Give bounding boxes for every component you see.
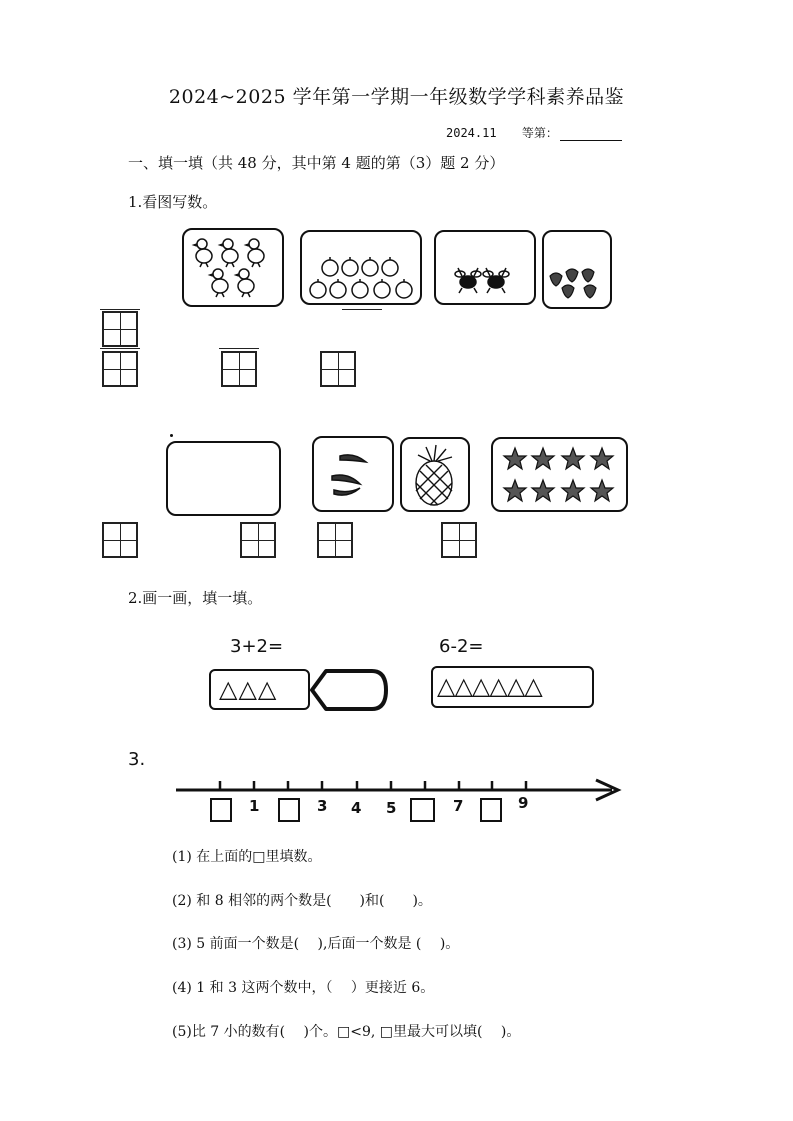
picture-strawberries <box>542 230 612 309</box>
picture-pineapple <box>400 437 470 512</box>
answer-grid[interactable] <box>221 351 257 387</box>
q3-sub1: (1) 在上面的□里填数。 <box>172 849 322 865</box>
number-label: 4 <box>351 799 362 817</box>
expr-add: 3+2= <box>230 636 284 657</box>
grid-top-line <box>219 348 259 349</box>
number-label: 7 <box>453 797 464 815</box>
grid-top-line <box>100 309 140 310</box>
answer-grid[interactable] <box>102 311 138 347</box>
stray-dot <box>170 434 173 437</box>
q1-label: 1.看图写数。 <box>128 193 218 211</box>
q3-sub4: (4) 1 和 3 这两个数中，（ ）更接近 6。 <box>172 980 435 996</box>
picture-apples <box>300 230 422 305</box>
number-box-6[interactable] <box>410 798 435 822</box>
apples-underline <box>342 309 382 310</box>
expr-sub: 6-2= <box>439 636 484 657</box>
meta-line <box>446 124 622 141</box>
number-line <box>172 776 624 804</box>
triangle-box-left <box>209 669 310 710</box>
number-box-8[interactable] <box>480 798 502 822</box>
grade-label: 等第： <box>521 126 558 140</box>
triangles-left: △△△ <box>219 675 278 703</box>
bee-icon <box>436 232 534 303</box>
answer-grid[interactable] <box>320 351 356 387</box>
number-label: 9 <box>518 794 529 812</box>
answer-grid[interactable] <box>102 351 138 387</box>
q3-sub3: (3) 5 前面一个数是( ),后面一个数是 ( )。 <box>172 936 460 952</box>
apple-icon <box>302 232 420 303</box>
answer-grid[interactable] <box>240 522 276 558</box>
picture-empty <box>166 441 281 516</box>
answer-grid[interactable] <box>441 522 477 558</box>
q3-sub2: (2) 和 8 相邻的两个数是( )和( )。 <box>172 893 432 909</box>
number-box-2[interactable] <box>278 798 300 822</box>
exam-date: 2024.11 <box>446 126 497 140</box>
number-box-0[interactable] <box>210 798 232 822</box>
answer-grid[interactable] <box>102 522 138 558</box>
chick-icon <box>184 230 282 305</box>
grade-blank[interactable] <box>560 128 622 141</box>
strawberry-icon <box>544 232 610 307</box>
pineapple-icon <box>402 439 468 510</box>
picture-bananas <box>312 436 394 512</box>
answer-grid[interactable] <box>317 522 353 558</box>
picture-stars <box>491 437 628 512</box>
q2-label: 2.画一画，填一填。 <box>128 589 263 607</box>
page-title: 2024~2025 学年第一学期一年级数学学科素养品鉴 <box>168 86 625 108</box>
drawing-tag-box[interactable] <box>308 667 390 713</box>
triangles-right: △△△△△△ <box>437 672 542 700</box>
picture-chicks <box>182 228 284 307</box>
section-heading: 一、填一填（共 48 分，其中第 4 题的第（3）题 2 分） <box>128 154 505 172</box>
triangle-box-right <box>431 666 594 708</box>
number-label: 3 <box>317 797 328 815</box>
q3-sub5: (5)比 7 小的数有( )个。□<9, □里最大可以填( )。 <box>172 1024 521 1040</box>
number-label: 5 <box>386 799 397 817</box>
number-label: 1 <box>249 797 260 815</box>
q3-label: 3. <box>128 749 146 770</box>
grid-top-line <box>100 348 140 349</box>
star-icon <box>493 439 626 510</box>
banana-icon <box>314 438 392 510</box>
picture-bees <box>434 230 536 305</box>
